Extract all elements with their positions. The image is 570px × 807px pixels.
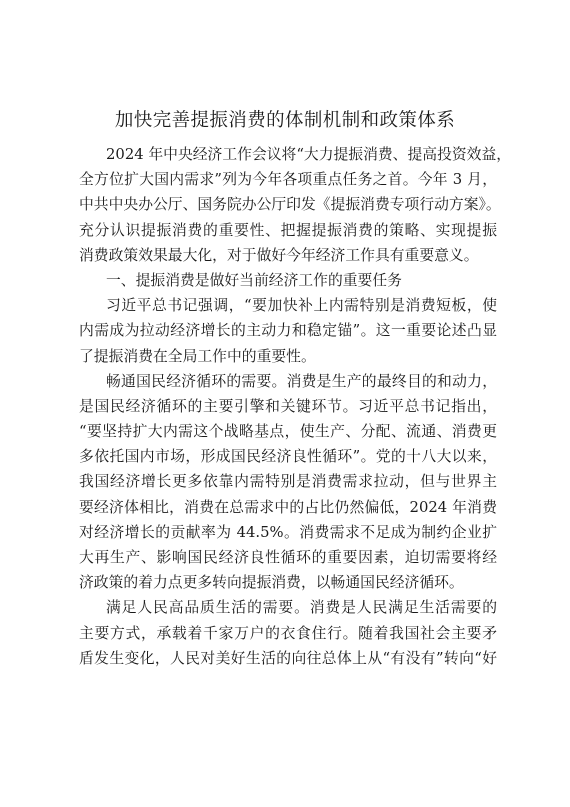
body-line: 盾发生变化，人民对美好生活的向往总体上从“有没有”转向“好 <box>79 649 497 667</box>
body-line: 消费政策效果最大化，对于做好今年经济工作具有重要意义。 <box>79 246 479 264</box>
body-line: 习近平总书记强调，“要加快补上内需特别是消费短板，使 <box>106 297 497 315</box>
body-line: 内需成为拉动经济增长的主动力和稳定锚”。这一重要论述凸显 <box>79 322 497 340</box>
body-line: 全方位扩大国内需求”列为今年各项重点任务之首。今年 3 月， <box>79 171 497 189</box>
body-line: “要坚持扩大内需这个战略基点，使生产、分配、流通、消费更 <box>79 423 497 441</box>
document-title: 加快完善提振消费的体制机制和政策体系 <box>114 110 456 131</box>
body-line: 对经济增长的贡献率为 44.5%。消费需求不足成为制约企业扩 <box>79 523 497 541</box>
body-line: 了提振消费在全局工作中的重要性。 <box>79 347 316 365</box>
body-line: 充分认识提振消费的重要性、把握提振消费的策略、实现提振 <box>79 221 497 239</box>
body-line: 大再生产、影响国民经济良性循环的重要因素，迫切需要将经 <box>79 549 497 566</box>
body-line: 多依托国内市场，形成国民经济良性循环”。党的十八大以来， <box>79 448 497 466</box>
body-line: 是国民经济循环的主要引擎和关键环节。习近平总书记指出， <box>79 397 497 415</box>
document-body <box>79 142 512 671</box>
body-line: 我国经济增长更多依靠内需特别是消费需求拉动，但与世界主 <box>79 473 497 491</box>
body-line: 中共中央办公厅、国务院办公厅印发《提振消费专项行动方案》。 <box>79 196 501 214</box>
body-line: 满足人民高品质生活的需要。消费是人民满足生活需要的 <box>106 599 497 617</box>
body-line: 畅通国民经济循环的需要。消费是生产的最终目的和动力， <box>106 372 497 390</box>
body-line: 要经济体相比，消费在总需求中的占比仍然偏低，2024 年消费 <box>79 498 497 516</box>
body-line: 济政策的着力点更多转向提振消费，以畅通国民经济循环。 <box>79 574 464 592</box>
body-line: 2024 年中央经济工作会议将“大力提振消费、提高投资效益， <box>106 146 512 163</box>
body-line: 主要方式，承载着千家万户的衣食住行。随着我国社会主要矛 <box>79 624 497 642</box>
body-line: 一、提振消费是做好当前经济工作的重要任务 <box>106 271 402 289</box>
